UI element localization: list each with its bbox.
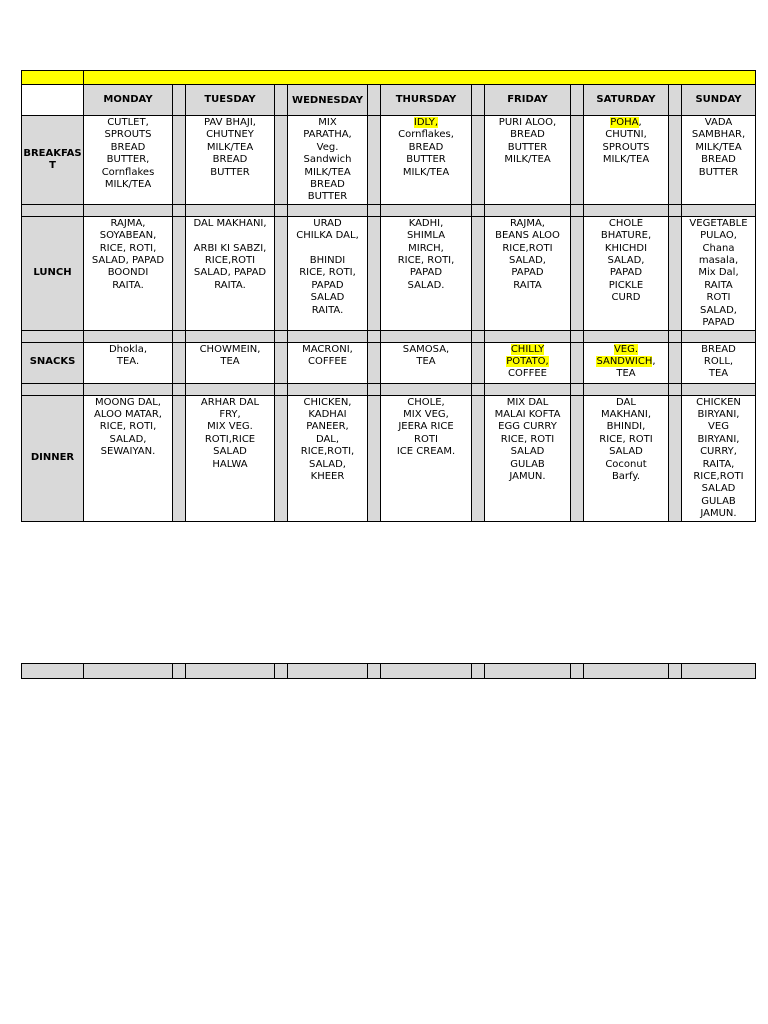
spacer-cell (173, 116, 186, 205)
day-header-monday: MONDAY (84, 85, 173, 116)
meal-label-snacks: SNACKS (22, 342, 84, 383)
strip-cell (381, 664, 472, 679)
separator-cell (381, 330, 472, 342)
menu-cell-tuesday (186, 395, 275, 521)
separator-cell (288, 330, 368, 342)
meal-row-lunch (22, 216, 756, 330)
menu-cell-friday (485, 395, 571, 521)
separator-cell (472, 204, 485, 216)
separator-cell (669, 383, 682, 395)
bottom-strip (21, 663, 756, 679)
menu-items: URAD CHILKA DAL, BHINDI RICE, ROTI, PAPAD SALAD RAITA. (296, 217, 359, 316)
menu-items-text (485, 217, 570, 292)
menu-items-text (84, 116, 172, 191)
menu-cell-thursday (381, 216, 472, 330)
menu-items: , CHUTNI, SPROUTS MILK/TEA (602, 117, 650, 166)
spacer-cell (472, 395, 485, 521)
meal-label-breakfast: BREAKFAST (22, 116, 84, 205)
spacer-cell (275, 216, 288, 330)
menu-items-text (584, 116, 668, 167)
menu-items-text (381, 343, 471, 369)
separator-cell (288, 383, 368, 395)
separator-cell (275, 383, 288, 395)
strip-cell (571, 664, 584, 679)
menu-items-text (584, 343, 668, 381)
separator-cell (84, 330, 173, 342)
menu-items: MOONG DAL, ALOO MATAR, RICE, ROTI, SALAD, SEWAIYAN. (94, 396, 162, 458)
menu-cell-sunday (682, 342, 756, 383)
separator-cell (682, 204, 756, 216)
day-header-tuesday: TUESDAY (186, 85, 275, 116)
spacer-cell (368, 116, 381, 205)
spacer-cell (368, 216, 381, 330)
separator-cell (485, 330, 571, 342)
strip-cell (275, 664, 288, 679)
menu-cell-friday (485, 116, 571, 205)
menu-items: RAJMA, SOYABEAN, RICE, ROTI, SALAD, PAPAD BOONDI RAITA. (91, 217, 165, 291)
menu-cell-tuesday (186, 216, 275, 330)
menu-items: ARHAR DAL FRY, MIX VEG. ROTI,RICE SALAD HALWA (200, 396, 260, 470)
separator-cell (288, 204, 368, 216)
menu-items-text (381, 396, 471, 459)
menu-items-text (682, 343, 755, 381)
strip-cell (669, 664, 682, 679)
separator-cell (584, 204, 669, 216)
separator-cell (571, 383, 584, 395)
strip-cell (472, 664, 485, 679)
menu-items: MIX PARATHA, Veg. Sandwich MILK/TEA BREAD BUTTER (303, 117, 352, 203)
separator-cell (275, 330, 288, 342)
spacer-cell (472, 342, 485, 383)
spacer-cell (368, 342, 381, 383)
spacer-cell (173, 342, 186, 383)
menu-cell-friday (485, 342, 571, 383)
strip-cell (84, 664, 173, 679)
spacer-cell (472, 216, 485, 330)
highlighted-item: CHILLY POTATO, (506, 343, 549, 367)
menu-items: SAMOSA, TEA (402, 343, 450, 367)
menu-items: VEGETABLE PULAO, Chana masala, Mix Dal, RAITA ROTI SALAD, PAPAD (689, 217, 748, 329)
menu-items: PURI ALOO, BREAD BUTTER MILK/TEA (498, 117, 557, 166)
menu-items-text (186, 396, 274, 471)
separator-cell (22, 204, 84, 216)
menu-cell-monday (84, 216, 173, 330)
separator-cell (275, 204, 288, 216)
menu-cell-friday (485, 216, 571, 330)
separator-cell (472, 330, 485, 342)
meal-row-dinner (22, 395, 756, 521)
menu-cell-saturday (584, 116, 669, 205)
day-header-friday: FRIDAY (485, 85, 571, 116)
menu-items: MACRONI, COFFEE (302, 343, 353, 367)
menu-cell-monday (84, 342, 173, 383)
day-header-saturday: SATURDAY (584, 85, 669, 116)
menu-cell-tuesday (186, 116, 275, 205)
menu-items-text (186, 343, 274, 369)
menu-items-text (288, 343, 367, 369)
menu-items: BREAD ROLL, TEA (701, 343, 736, 380)
separator-cell (368, 330, 381, 342)
title-bar (84, 71, 756, 85)
menu-items: COFFEE (508, 368, 547, 380)
separator-cell (186, 204, 275, 216)
spacer-cell (173, 216, 186, 330)
menu-items-text (288, 217, 367, 317)
meal-label-lunch: LUNCH (22, 216, 84, 330)
menu-cell-wednesday (288, 216, 368, 330)
menu-cell-saturday (584, 342, 669, 383)
menu-items-text (381, 217, 471, 292)
menu-items: RAJMA, BEANS ALOO RICE,ROTI SALAD, PAPAD RAITA (495, 217, 560, 291)
menu-cell-monday (84, 116, 173, 205)
menu-items: VADA SAMBHAR, MILK/TEA BREAD BUTTER (691, 117, 746, 178)
menu-items-text (485, 396, 570, 484)
menu-cell-tuesday (186, 342, 275, 383)
spacer-cell (669, 395, 682, 521)
menu-items-text (682, 396, 755, 521)
highlighted-item: IDLY, (413, 117, 439, 128)
strip-cell (584, 664, 669, 679)
highlighted-item: POHA (610, 117, 639, 128)
menu-items: KADHI, SHIMLA MIRCH, RICE, ROTI, PAPAD SALAD. (397, 217, 455, 291)
menu-cell-wednesday (288, 395, 368, 521)
menu-items-text (682, 116, 755, 179)
menu-cell-saturday (584, 216, 669, 330)
menu-cell-wednesday (288, 116, 368, 205)
menu-cell-sunday (682, 395, 756, 521)
menu-items-text (84, 217, 172, 292)
strip-cell (682, 664, 756, 679)
strip-cell (288, 664, 368, 679)
menu-items-text (288, 396, 367, 484)
title-bar-row (22, 71, 756, 85)
day-header-wednesday: WEDNESDAY (288, 85, 368, 116)
spacer-cell (275, 342, 288, 383)
menu-items-text (84, 396, 172, 459)
menu-items: , TEA (616, 355, 656, 380)
strip-cell (22, 664, 84, 679)
separator-row (22, 330, 756, 342)
separator-cell (173, 204, 186, 216)
spacer-cell (571, 116, 584, 205)
strip-cell (186, 664, 275, 679)
menu-items: CHOLE, MIX VEG, JEERA RICE ROTI ICE CREAM. (396, 396, 456, 458)
separator-cell (381, 383, 472, 395)
menu-items-text (584, 396, 668, 484)
separator-cell (485, 383, 571, 395)
menu-items-text (682, 217, 755, 330)
meal-label-dinner: DINNER (22, 395, 84, 521)
separator-cell (571, 330, 584, 342)
separator-cell (173, 330, 186, 342)
separator-cell (22, 383, 84, 395)
separator-cell (571, 204, 584, 216)
separator-cell (368, 204, 381, 216)
menu-items-text (584, 217, 668, 305)
menu-cell-thursday (381, 395, 472, 521)
separator-cell (472, 383, 485, 395)
strip-cell (368, 664, 381, 679)
separator-cell (368, 383, 381, 395)
separator-cell (84, 204, 173, 216)
spacer-cell (571, 216, 584, 330)
menu-cell-sunday (682, 116, 756, 205)
spacer-cell (669, 342, 682, 383)
corner-cell (22, 85, 84, 116)
highlighted-item: VEG. SANDWICH (596, 343, 653, 367)
spacer-cell (368, 85, 381, 116)
menu-items: CUTLET, SPROUTS BREAD BUTTER, Cornflakes MILK/TEA (101, 117, 155, 191)
day-header-row (22, 85, 756, 116)
separator-row (22, 383, 756, 395)
spacer-cell (669, 85, 682, 116)
spacer-cell (669, 116, 682, 205)
separator-cell (381, 204, 472, 216)
spacer-cell (571, 395, 584, 521)
separator-cell (682, 383, 756, 395)
spacer-cell (275, 395, 288, 521)
menu-items-text (186, 217, 274, 292)
spacer-cell (571, 85, 584, 116)
menu-items: Cornflakes, BREAD BUTTER MILK/TEA (398, 129, 454, 178)
strip-cell (485, 664, 571, 679)
separator-row (22, 204, 756, 216)
menu-table (21, 70, 756, 522)
spacer-cell (173, 85, 186, 116)
spacer-cell (368, 395, 381, 521)
menu-items: CHICKEN BIRYANI, VEG BIRYANI, CURRY, RAITA, RICE,ROTI SALAD GULAB JAMUN. (693, 396, 744, 520)
menu-cell-monday (84, 395, 173, 521)
bottom-strip-row (22, 664, 756, 679)
menu-cell-thursday (381, 342, 472, 383)
spacer-cell (472, 85, 485, 116)
separator-cell (173, 383, 186, 395)
menu-items-text (485, 116, 570, 167)
menu-items-text (381, 116, 471, 179)
spacer-cell (472, 116, 485, 205)
separator-cell (485, 204, 571, 216)
menu-items-text (186, 116, 274, 179)
separator-cell (682, 330, 756, 342)
menu-items: MIX DAL MALAI KOFTA EGG CURRY RICE, ROTI SALAD GULAB JAMUN. (494, 396, 561, 482)
menu-items: PAV BHAJI, CHUTNEY MILK/TEA BREAD BUTTER (204, 117, 256, 178)
day-header-sunday: SUNDAY (682, 85, 756, 116)
separator-cell (584, 330, 669, 342)
menu-cell-wednesday (288, 342, 368, 383)
separator-cell (669, 204, 682, 216)
separator-cell (22, 330, 84, 342)
menu-cell-saturday (584, 395, 669, 521)
menu-items-text (485, 343, 570, 381)
day-header-thursday: THURSDAY (381, 85, 472, 116)
meal-row-breakfast (22, 116, 756, 205)
separator-cell (584, 383, 669, 395)
menu-items: DAL MAKHANI, BHINDI, RICE, ROTI SALAD Coconut Barfy. (599, 396, 653, 482)
menu-items-text (288, 116, 367, 204)
title-bar-corner (22, 71, 84, 85)
spacer-cell (275, 85, 288, 116)
menu-items: DAL MAKHANI, ARBI KI SABZI, RICE,ROTI SALAD, PAPAD RAITA. (193, 217, 267, 291)
menu-cell-sunday (682, 216, 756, 330)
strip-cell (173, 664, 186, 679)
spacer-cell (669, 216, 682, 330)
separator-cell (84, 383, 173, 395)
menu-items: Dhokla, TEA. (108, 343, 148, 367)
menu-cell-thursday (381, 116, 472, 205)
menu-items: CHOLE BHATURE, KHICHDI SALAD, PAPAD PICKLE CURD (600, 217, 652, 304)
separator-cell (186, 330, 275, 342)
spacer-cell (571, 342, 584, 383)
spacer-cell (275, 116, 288, 205)
spacer-cell (173, 395, 186, 521)
meal-row-snacks (22, 342, 756, 383)
menu-items: CHICKEN, KADHAI PANEER, DAL, RICE,ROTI, SALAD, KHEER (300, 396, 355, 482)
separator-cell (669, 330, 682, 342)
separator-cell (186, 383, 275, 395)
menu-items-text (84, 343, 172, 369)
menu-items: CHOWMEIN, TEA (199, 343, 261, 367)
